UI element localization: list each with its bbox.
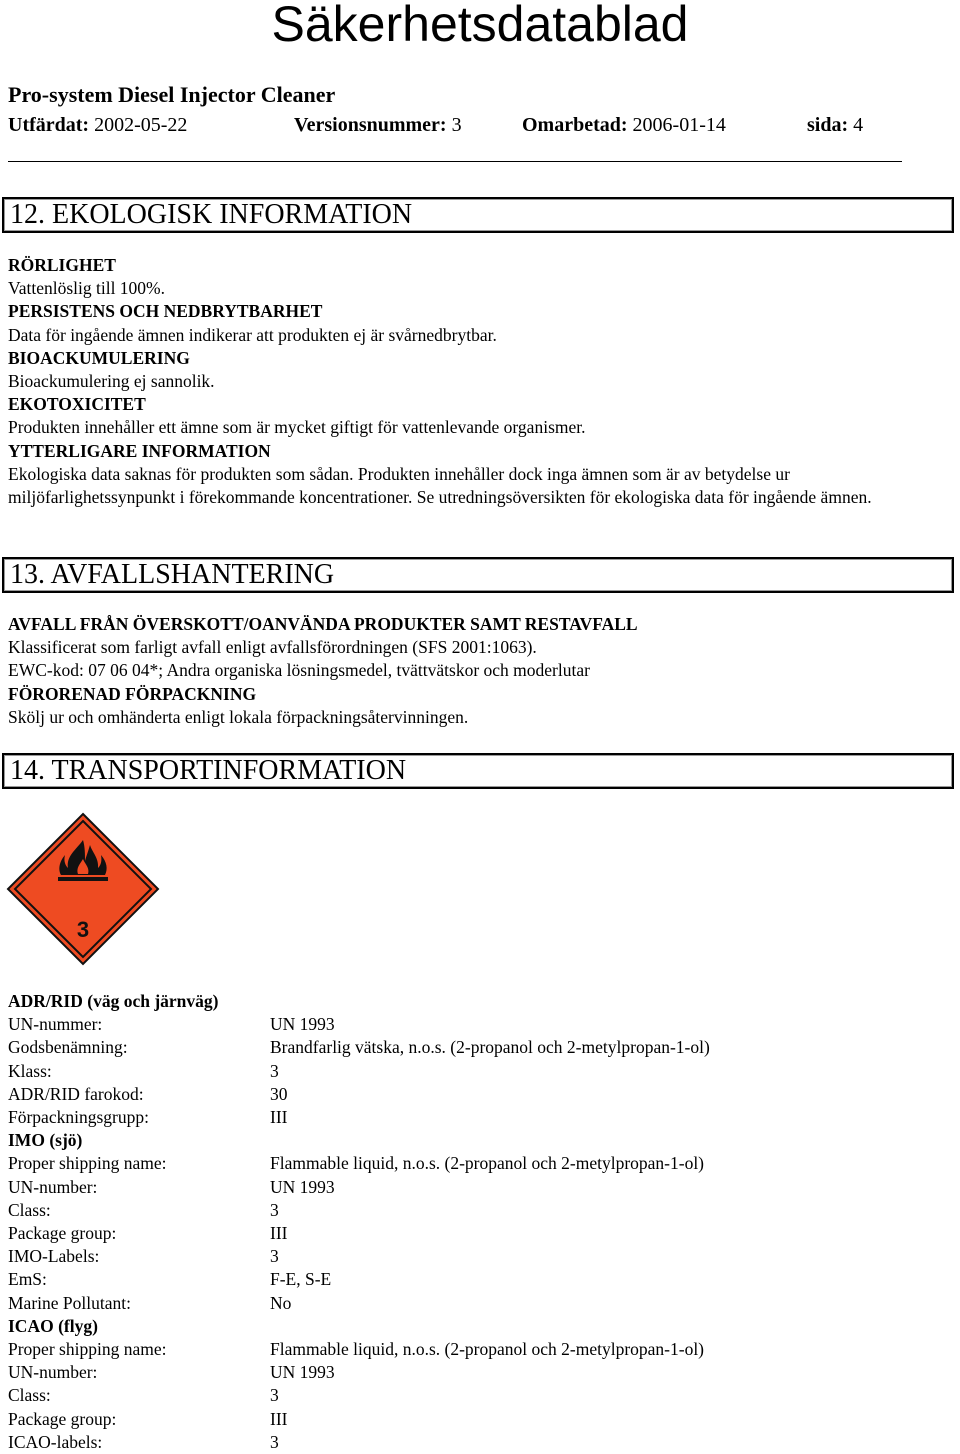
row-label: Proper shipping name: — [8, 1339, 167, 1359]
row-value: III — [270, 1408, 288, 1429]
subheading: YTTERLIGARE INFORMATION — [8, 440, 271, 461]
row-label: UN-nummer: — [8, 1014, 103, 1035]
revised-date — [522, 114, 726, 137]
section-12-heading: 12. EKOLOGISK INFORMATION — [2, 197, 954, 233]
transport-row — [8, 1199, 279, 1222]
issued-value: 2002-05-22 — [94, 114, 188, 136]
body-text: Skölj ur och omhänderta enligt lokala förpackningsåtervinningen. — [8, 706, 469, 727]
revised-value: 2006-01-14 — [632, 114, 726, 136]
body-text: Produkten innehåller ett ämne som är mycket giftigt för vattenlevande organismer. — [8, 417, 586, 438]
row-label: Class: — [8, 1199, 51, 1220]
transport-row — [8, 1013, 335, 1036]
subheading: PERSISTENS OCH NEDBRYTBARHET — [8, 301, 323, 322]
row-label: EmS: — [8, 1269, 47, 1290]
section-13-heading: 13. AVFALLSHANTERING — [2, 557, 954, 593]
row-label: ICAO (flyg) — [8, 1315, 98, 1336]
transport-row — [8, 1338, 705, 1361]
row-label: Class: — [8, 1385, 51, 1406]
transport-row — [8, 1036, 710, 1059]
transport-row — [8, 1431, 279, 1454]
transport-row — [8, 1268, 332, 1291]
row-label: ADR/RID farokod: — [8, 1083, 144, 1104]
row-value: III — [270, 1223, 288, 1243]
subheading: BIOACKUMULERING — [8, 347, 190, 368]
transport-row — [8, 1060, 279, 1083]
subheading: RÖRLIGHET — [8, 255, 116, 275]
page-label: sida: — [807, 114, 849, 136]
row-value: 3 — [270, 1431, 279, 1452]
row-value: Flammable liquid, n.o.s. (2-propanol och 2-metylpropan-1-ol) — [270, 1153, 705, 1174]
row-value: UN 1993 — [270, 1362, 335, 1383]
body-text: Data för ingående ämnen indikerar att produkten ej är svårnedbrytbar. — [8, 324, 497, 345]
row-value: No — [270, 1292, 292, 1313]
transport-row — [8, 1361, 335, 1384]
subheading: FÖRORENAD FÖRPACKNING — [8, 683, 257, 704]
transport-row — [8, 1408, 288, 1431]
document-title: Säkerhetsdatablad — [271, 0, 689, 52]
product-name: Pro-system Diesel Injector Cleaner — [8, 82, 336, 107]
row-value: 3 — [270, 1385, 279, 1406]
transport-row — [8, 1083, 288, 1106]
transport-row — [8, 1245, 279, 1268]
transport-row — [8, 1292, 292, 1315]
page-number — [807, 114, 863, 137]
row-label: Godsbenämning: — [8, 1037, 128, 1058]
version-label: Versionsnummer: — [294, 114, 447, 136]
transport-row — [8, 1176, 335, 1199]
row-value: 3 — [270, 1246, 279, 1267]
version-number — [294, 114, 462, 137]
subheading: AVFALL FRÅN ÖVERSKOTT/OANVÄNDA PRODUKTER SAMT RESTAVFALL — [8, 614, 638, 634]
body-text: EWC-kod: 07 06 04*; Andra organiska lösningsmedel, tvättvätskor och moderlutar — [8, 660, 590, 681]
body-text: Klassificerat som farligt avfall enligt avfallsförordningen (SFS 2001:1063). — [8, 637, 537, 658]
section-14-heading: 14. TRANSPORTINFORMATION — [2, 753, 954, 789]
row-label: Package group: — [8, 1408, 117, 1429]
revised-label: Omarbetad: — [522, 114, 628, 136]
row-label: IMO-Labels: — [8, 1246, 100, 1267]
transport-row — [8, 1384, 279, 1407]
row-label: Package group: — [8, 1223, 117, 1243]
flammable-liquid-class-3-icon — [6, 812, 160, 966]
subheading: EKOTOXICITET — [8, 394, 146, 415]
transport-row — [8, 1106, 288, 1129]
transport-row — [8, 1222, 288, 1245]
issued-label: Utfärdat: — [8, 114, 90, 136]
section-12-paragraph: Ekologiska data saknas för produkten som sådan. Produkten innehåller dock inga ämnen som är av betydelse ur miljöfarlighetssynpunkt i förekommande koncentrationer. Se utredningsöversikten för ekologiska data för ingående ämnen. — [8, 464, 872, 508]
row-label: Klass: — [8, 1060, 52, 1081]
row-value: Brandfarlig vätska, n.o.s. (2-propanol och 2-metylpropan-1-ol) — [270, 1037, 710, 1058]
row-label: IMO (sjö) — [8, 1130, 83, 1151]
row-value: UN 1993 — [270, 1176, 335, 1197]
row-label: Marine Pollutant: — [8, 1292, 131, 1313]
row-value: III — [270, 1107, 288, 1127]
header-divider — [8, 161, 902, 162]
row-value: 3 — [270, 1060, 279, 1081]
transport-mode-heading — [8, 1129, 82, 1152]
row-value: F-E, S-E — [270, 1269, 332, 1290]
row-value: Flammable liquid, n.o.s. (2-propanol och 2-metylpropan-1-ol) — [270, 1339, 705, 1359]
row-label: UN-number: — [8, 1362, 98, 1383]
row-label: Proper shipping name: — [8, 1153, 167, 1174]
row-label: UN-number: — [8, 1176, 98, 1197]
transport-mode-heading — [8, 1315, 98, 1338]
row-label: ICAO-labels: — [8, 1431, 103, 1452]
row-value: 30 — [270, 1083, 288, 1104]
transport-mode-heading — [8, 990, 218, 1013]
row-value: UN 1993 — [270, 1014, 335, 1035]
page-value: 4 — [853, 114, 864, 136]
row-label: Förpackningsgrupp: — [8, 1107, 149, 1127]
row-value: 3 — [270, 1199, 279, 1220]
issued-date — [8, 114, 187, 137]
transport-row — [8, 1152, 705, 1175]
hazard-class-number: 3 — [76, 917, 90, 942]
body-text: Bioackumulering ej sannolik. — [8, 371, 215, 391]
version-value: 3 — [451, 114, 462, 136]
body-text: Vattenlöslig till 100%. — [8, 278, 166, 299]
row-label: ADR/RID (väg och järnväg) — [8, 991, 219, 1011]
